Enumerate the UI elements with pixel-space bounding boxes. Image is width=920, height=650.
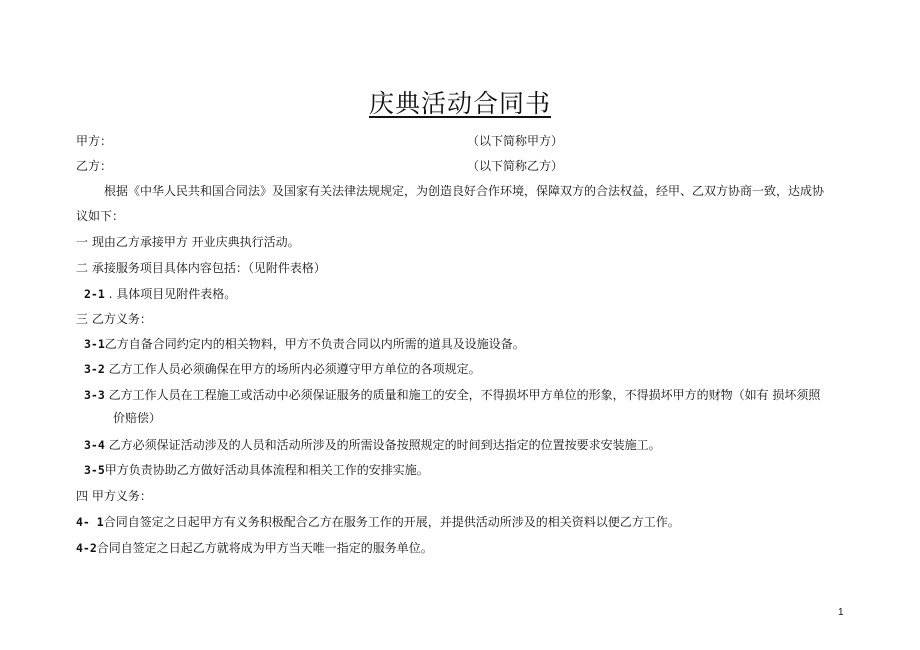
item-3-3-continuation: 价赔偿）: [113, 411, 162, 425]
item-4-1: [76, 514, 680, 530]
section-1: 一 现由乙方承接甲方 开业庆典执行活动。: [76, 235, 300, 249]
item-2-1: [84, 286, 236, 302]
party-b-label: 乙方：: [76, 159, 113, 173]
item-text: 乙方必须保证活动涉及的人员和活动所涉及的所需设备按照规定的时间到达指定的位置按要求安装施工。: [104, 438, 661, 452]
item-number: 3-5: [84, 463, 105, 477]
item-3-3: [84, 387, 820, 403]
item-text: 乙方工作人员必须确保在甲方的场所内必须遵守甲方单位的各项规定。: [104, 362, 481, 376]
item-text: 甲方负责协助乙方做好活动具体流程和相关工作的安排实施。: [104, 463, 429, 477]
item-text: 乙方工作人员在工程施工或活动中必须保证服务的质量和施工的安全，不得损坏甲方单位的形象，不得损坏甲方的财物（如有 损坏须照: [104, 388, 821, 402]
item-number: 3-4: [84, 438, 105, 452]
party-a-note: （以下简称甲方）: [467, 134, 564, 148]
party-a-label: 甲方：: [76, 134, 113, 148]
item-3-1: [84, 336, 525, 352]
item-number: 4-2: [76, 541, 97, 555]
item-text: . 具体项目见附件表格。: [104, 287, 237, 301]
document-title: 庆典活动合同书: [368, 89, 551, 118]
intro-paragraph-line1: 根据《中华人民共和国合同法》及国家有关法律法规规定，为创造良好合作环境，保障双方的合法权益，经甲、乙双方协商一致，达成协: [104, 184, 825, 198]
page-number: 1: [838, 607, 844, 618]
item-number: 3-1: [84, 337, 105, 351]
item-number: 3-3: [84, 388, 105, 402]
item-text: 合同自签定之日起乙方就将成为甲方当天唯一指定的服务单位。: [96, 541, 433, 555]
item-3-2: [84, 361, 481, 377]
party-b-note: （以下简称乙方）: [467, 159, 564, 173]
item-number: 2-1: [84, 287, 105, 301]
item-3-4: [84, 437, 661, 453]
section-4: 四 甲方义务：: [76, 489, 152, 503]
intro-paragraph-line2: 议如下：: [76, 209, 125, 223]
item-text: 乙方自备合同约定内的相关物料，甲方不负责合同以内所需的道具及设施设备。: [104, 337, 525, 351]
item-number: 4- 1: [76, 515, 104, 529]
item-number: 3-2: [84, 362, 105, 376]
item-4-2: [76, 540, 433, 556]
section-2: 二 承接服务项目具体内容包括：（见附件表格）: [76, 261, 326, 275]
item-3-5: [84, 462, 429, 478]
section-3: 三 乙方义务：: [76, 312, 152, 326]
item-text: 合同自签定之日起甲方有义务积极配合乙方在服务工作的开展，并提供活动所涉及的相关资料以便乙方工作。: [103, 515, 680, 529]
